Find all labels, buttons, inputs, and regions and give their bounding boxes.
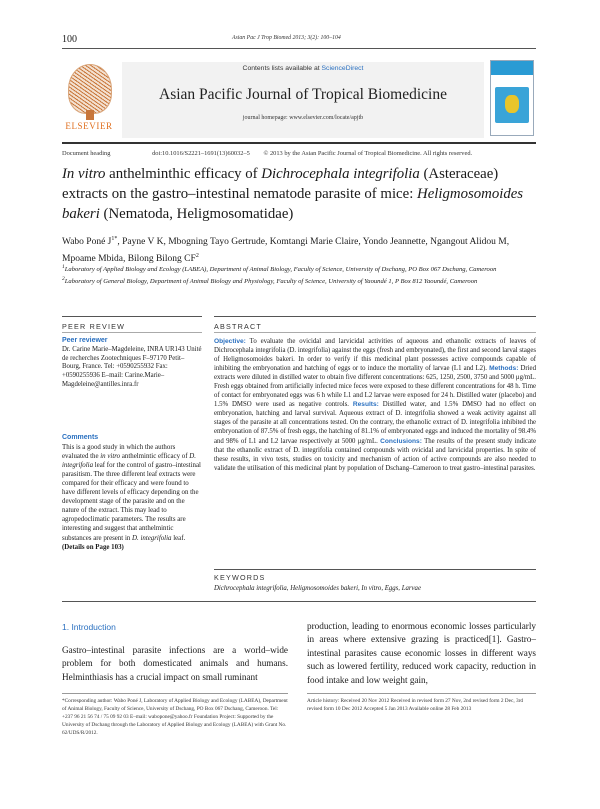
elsevier-trunk xyxy=(86,110,94,120)
sciencedirect-link[interactable]: ScienceDirect xyxy=(321,65,364,72)
author-list: Wabo Poné $J^{1*}$, Payne V K, Mbogning Tayo Gertrude, Komtangi Marie Claire, Yondo Jeannette, Ngangout Alidou M, Mpoame Mbida, Bilong Bilong $CF^2$ xyxy=(62,236,510,264)
history-rule xyxy=(307,693,536,694)
peer-rule-2 xyxy=(62,332,202,333)
keywords-rule xyxy=(214,569,536,570)
page-number: 100 xyxy=(62,34,77,45)
header-rule xyxy=(62,142,536,144)
doc-heading: Document heading xyxy=(62,150,111,157)
meta-row xyxy=(62,150,536,157)
journal-title: Asian Pacific Journal of Tropical Biomedicine xyxy=(159,86,447,103)
abstract-label: ABSTRACT xyxy=(214,322,262,331)
contents-line: Contents lists available at ScienceDirect xyxy=(242,65,364,72)
abstract-rule-2 xyxy=(214,332,536,333)
doi[interactable]: doi:10.1016/S2221–1691(13)60032–5 xyxy=(152,150,250,157)
comments-heading: Comments xyxy=(62,434,99,441)
top-rule xyxy=(62,48,536,49)
publisher-logo-text: ELSEVIER xyxy=(65,121,113,131)
journal-homepage[interactable]: journal homepage: www.elsevier.com/locate/apjtb xyxy=(242,115,364,121)
intro-column-1: Gastro–intestinal parasite infections are a world–wide problem for both domesticated animals and humans. Helminthiasis has a crucial impact on small ruminant xyxy=(62,645,288,682)
footnote-rule xyxy=(62,693,288,694)
peer-reviewer-heading: Peer reviewer xyxy=(62,337,108,344)
introduction-heading: 1. Introduction xyxy=(62,622,116,632)
peer-rule xyxy=(62,316,202,317)
corresponding-author-footnote: *Corresponding author: Wabo Poné J, Laboratory of Applied Biology and Ecology (LABEA), Department of Animal Biology, Faculty of Science, University of Dschang, PO Box 067 Dschang, Cameroon. Tel: +237 96 21 56 74 / 75 09 92 03 E–mail: wabopone@yahoo.fr Foundation Project: Supported by the University of Dschang through the Laboratory of Applied Biology and Ecology (LABEA) with Grant No. 62/UDS/R/2012. xyxy=(62,698,288,736)
article-title: In vitro anthelminthic efficacy of Dichrocephala integrifolia (Asteraceae) extracts on the gastro–intestinal nematode parasite of mice: Heligmosomoides bakeri (Nematoda, Heligmosomatidae) xyxy=(62,166,524,222)
intro-column-2: production, leading to enormous economic losses particularly in areas where extensive grazing is practiced[1]. Gastro–intestinal parasites cause economic losses in different ways such as lowered fertility, reduced work capacity, reduction in food intake and low weight gain, xyxy=(307,621,536,685)
elsevier-tree-logo xyxy=(68,64,112,114)
peer-reviewer-block xyxy=(62,336,202,390)
keywords-label: KEYWORDS xyxy=(214,573,266,582)
copyright: © 2013 by the Asian Pacific Journal of Tropical Biomedicine. All rights reserved. xyxy=(263,150,473,157)
journal-cover-image xyxy=(490,60,534,136)
peer-review-label: PEER REVIEW xyxy=(62,322,126,331)
details-link[interactable]: (Details on Page 103) xyxy=(62,543,124,551)
article-history: Article history: Received 20 Nov 2012 Received in revised form 27 Nov, 2nd revised form 2 Dec, 3rd revised form 10 Dec 2012 Accepted 5 Jan 2013 Available online 28 Feb 2013 xyxy=(307,698,524,712)
keywords-text: Dichrocephala integrifolia, Heligmosomoides bakeri, In vitro, Eggs, Larvae xyxy=(214,585,421,592)
abstract-text: Objective: To evaluate the ovicidal and larvicidal activities of aqueous and ethanolic extracts of leaves of Dichrocephala integrifolia (D. integrifolia) against the eggs (fresh and embryonated), the first and second larval stages of Heligmosomoides bakeri. In order to verify if this medicinal plant possesses active compounds capable of inhibiting the embryonation and hatching of eggs or to induce the mortality of larvae (L1 and L2). Methods: Dried extracts were diluted in distilled water to obtain five different concentrations: 625, 1250, 2500, 3750 and 5000 μg/mL. Fresh eggs obtained from artificially infected mice feces were exposed to these different concentrations for 48 h. Time of contact for embryonated eggs was 6 h while L1 and L2 larvae were exposed for 24 h. Distilled water (placebo) and 1.5% DMSO were used as negative controls. Results: Distilled water, and 1.5% DMSO had no effect on embryonation, hatching and larval survival. Aqueous extract of D. integrifolia showed a weak activity against all stages of the parasite at all concentrations tested. On the contrary, the ethanolic extract of D. integrifolia inhibited the embryonation of 87.5% of fresh eggs, the hatching of 81.1% of embryonated eggs and induced the mortality of 98.4% and 98% of L1 and L2 larvae respectively at 5000 μg/mL. Conclusions: The results of the present study indicate that the ethanolic extract of D. integrifolia contained compounds with ovicidal and larvicidal properties. In spite of these results, in vivo tests, studies on toxicity and mechanism of action of active compounds are also needed to validate the utilisation of this medicinal plant by population of Dschang–Cameroon to treat gastro–intestinal parasites. xyxy=(214,338,536,472)
comments-text: This is a good study in which the authors evaluated the in vitro anthelmintic efficacy of D. integrifolia leaf for the control of gastro–intestinal parasitism. The three different leaf extracts were compared for their efficacy and were found to have different levels of efficacy depending on the development stage of the parasite and on the nature of the extract. This may lead to agropedoclimatic parameters. The results are interesting and suggest that anthelmintic substances are present in D. integrifolia leaf. xyxy=(62,443,201,542)
comments-block xyxy=(62,433,202,552)
keywords-bottom-rule xyxy=(62,601,536,602)
abstract-rule xyxy=(214,316,536,317)
affiliations: $^1$Laboratory of Applied Biology and Ecology (LABEA), Department of Animal Biology, Faculty of Science, University of Dschang, PO Box 067 Dschang, Cameroon $^2$Laboratory of General Biology, Department of Animal Biology and Physiology, Faculty of Science, University of Yaoundé 1, P Box 812 Yaoundé, Cameroon xyxy=(62,264,497,286)
running-head: Asian Pac J Trop Biomed 2013; 3(2): 100–104 xyxy=(232,35,341,41)
peer-reviewer-text: Dr. Carine Marie–Magdeleine, INRA UR143 Unité de recherches Zootechniques F–97170 Petit–Bourg, France. Tel: +0590255932 Fax: +0590255936 E–mail: Carine.Marie–Magdeleine@antilles.inra.fr xyxy=(62,345,202,389)
